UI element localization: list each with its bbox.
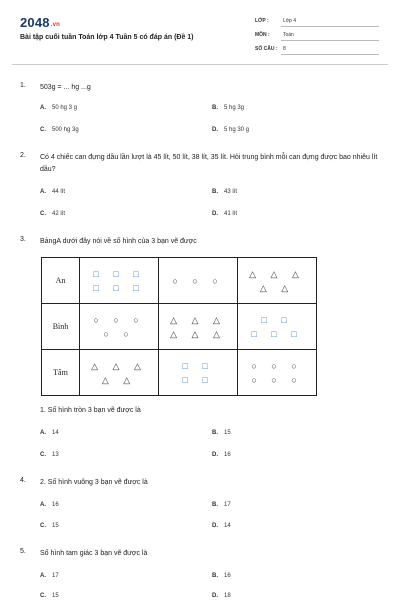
triangles-icon: △ △ — [259, 282, 295, 293]
shape-cell — [80, 350, 159, 396]
question-number: 1. — [20, 82, 26, 89]
option-letter: B. — [212, 502, 218, 508]
question-text: BảngA dưới đây nói về số hình của 3 bạn vẽ được — [40, 238, 197, 245]
option-c[interactable] — [40, 593, 59, 599]
option-b[interactable] — [212, 573, 231, 579]
option-letter: D. — [212, 211, 218, 217]
meta-underline — [281, 40, 379, 41]
option-d[interactable] — [212, 127, 249, 133]
triangles-icon: △ △ △ — [170, 328, 226, 339]
meta-underline — [281, 54, 379, 55]
option-b[interactable] — [212, 430, 231, 436]
question-text: Số hình tam giác 3 bạn vẽ được là — [40, 550, 148, 557]
student-name: Bình — [42, 304, 80, 350]
circles-icon: ○ ○ ○ — [251, 374, 303, 385]
option-letter: D. — [212, 523, 218, 529]
option-text: 16 — [52, 502, 59, 508]
option-c[interactable] — [40, 127, 79, 133]
meta-value: Lớp 4 — [283, 18, 297, 24]
option-text: 16 — [224, 452, 231, 458]
question-number: 2. — [20, 152, 26, 159]
option-letter: C. — [40, 211, 46, 217]
option-c[interactable] — [40, 211, 65, 217]
logo-text: 2048 — [20, 15, 50, 30]
squares-icon: □ □ □ — [251, 328, 303, 339]
option-a[interactable] — [40, 430, 59, 436]
meta-label: MÔN : — [255, 32, 270, 38]
circles-icon: ○ ○ ○ — [93, 314, 145, 325]
option-text: 17 — [52, 573, 59, 579]
shape-cell — [80, 304, 159, 350]
option-a[interactable] — [40, 573, 59, 579]
option-text: 14 — [52, 430, 59, 436]
option-text: 15 — [224, 430, 231, 436]
page-title: Bài tập cuối tuần Toán lớp 4 Tuần 5 có đáp án (Đề 1) — [20, 34, 194, 41]
squares-icon: □ □ — [182, 374, 214, 385]
shape-cell — [80, 258, 159, 304]
option-b[interactable] — [212, 105, 244, 111]
question-text: 1. Số hình tròn 3 bạn vẽ được là — [40, 407, 141, 414]
option-text: 5 hg 3g — [224, 105, 245, 111]
meta-value: Toán — [283, 32, 294, 38]
meta-label: SỐ CÂU : — [255, 46, 278, 52]
option-text: 5 hg 30 g — [224, 127, 250, 133]
option-a[interactable] — [40, 105, 77, 111]
option-a[interactable] — [40, 502, 59, 508]
question-text: 2. Số hình vuông 3 bạn vẽ được là — [40, 479, 148, 486]
worksheet-header — [0, 0, 400, 62]
option-d[interactable] — [212, 593, 231, 599]
option-d[interactable] — [212, 452, 231, 458]
option-text: 50 hg 3 g — [52, 105, 78, 111]
option-text: 15 — [52, 593, 59, 599]
shape-cell — [238, 304, 317, 350]
option-letter: C. — [40, 452, 46, 458]
option-b[interactable] — [212, 502, 231, 508]
option-letter: B. — [212, 573, 218, 579]
option-c[interactable] — [40, 452, 59, 458]
question-text: Có 4 chiếc can đựng dầu lần lượt là 45 lít, 50 lít, 38 lít, 35 lít. Hỏi trung bình mỗi can đựng được bao nhiêu lít dầu? — [40, 154, 378, 173]
option-text: 13 — [52, 452, 59, 458]
table-row — [42, 304, 317, 350]
option-letter: D. — [212, 452, 218, 458]
option-text: 18 — [224, 593, 231, 599]
option-text: 41 lít — [224, 211, 238, 217]
option-letter: B. — [212, 105, 218, 111]
option-text: 43 lít — [224, 189, 238, 195]
option-letter: A. — [40, 105, 46, 111]
table-row — [42, 258, 317, 304]
option-text: 17 — [224, 502, 231, 508]
option-letter: A. — [40, 502, 46, 508]
option-letter: B. — [212, 430, 218, 436]
squares-icon: □ □ □ — [93, 282, 145, 293]
circles-icon: ○ ○ — [103, 328, 135, 339]
squares-icon: □ □ — [182, 360, 214, 371]
shape-cell — [159, 258, 238, 304]
student-name: An — [42, 258, 80, 304]
student-name: Tâm — [42, 350, 80, 396]
option-text: 44 lít — [52, 189, 66, 195]
option-a[interactable] — [40, 189, 65, 195]
question-text: 503g = ... hg ...g — [40, 84, 91, 91]
option-letter: D. — [212, 127, 218, 133]
shape-cell — [159, 350, 238, 396]
meta-label: LỚP : — [255, 18, 269, 24]
site-logo[interactable] — [20, 15, 60, 30]
squares-icon: □ □ □ — [93, 268, 145, 279]
option-letter: D. — [212, 593, 218, 599]
option-text: 500 hg 3g — [52, 127, 79, 133]
option-d[interactable] — [212, 523, 231, 529]
option-letter: C. — [40, 523, 46, 529]
option-letter: C. — [40, 593, 46, 599]
option-letter: A. — [40, 573, 46, 579]
option-text: 16 — [224, 573, 231, 579]
shape-count-table — [41, 257, 317, 396]
question-number: 4. — [20, 477, 26, 484]
meta-value: 8 — [283, 46, 286, 52]
question-number: 3. — [20, 236, 26, 243]
triangles-icon: △ △ △ — [170, 314, 226, 325]
header-divider — [12, 64, 388, 65]
circles-icon: ○ ○ ○ — [251, 360, 303, 371]
option-text: 15 — [52, 523, 59, 529]
option-text: 14 — [224, 523, 231, 529]
shape-cell — [159, 304, 238, 350]
shape-cell — [238, 350, 317, 396]
circles-icon: ○ ○ ○ — [172, 275, 224, 286]
shape-cell — [238, 258, 317, 304]
option-c[interactable] — [40, 523, 59, 529]
triangles-icon: △ △ △ — [249, 268, 305, 279]
option-text: 42 lít — [52, 211, 66, 217]
option-letter: A. — [40, 430, 46, 436]
logo-suffix: .vn — [50, 22, 61, 28]
table-row — [42, 350, 317, 396]
option-d[interactable] — [212, 211, 237, 217]
triangles-icon: △ △ — [101, 374, 137, 385]
triangles-icon: △ △ △ — [91, 360, 147, 371]
option-letter: A. — [40, 189, 46, 195]
option-letter: C. — [40, 127, 46, 133]
meta-underline — [281, 26, 379, 27]
option-b[interactable] — [212, 189, 237, 195]
option-letter: B. — [212, 189, 218, 195]
question-number: 5. — [20, 548, 26, 555]
squares-icon: □ □ — [261, 314, 293, 325]
